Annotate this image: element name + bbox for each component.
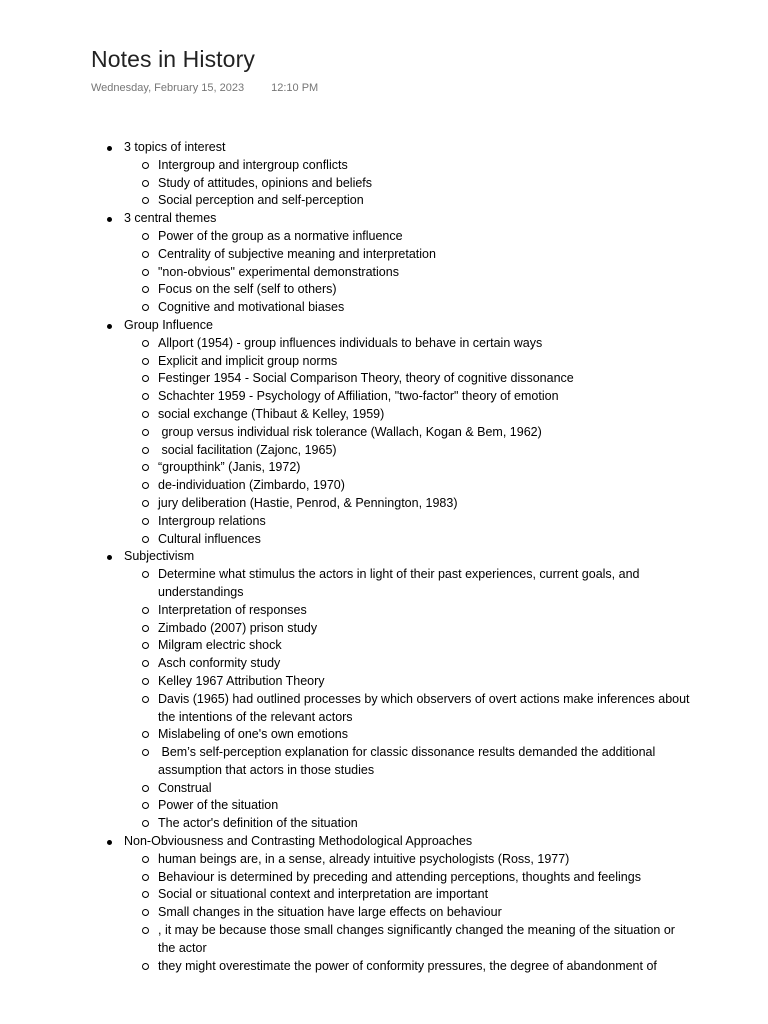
sub-item-text: Power of the group as a normative influence	[158, 228, 403, 243]
outline-item-label: 3 central themes	[124, 211, 217, 226]
hollow-bullet-icon	[142, 909, 149, 916]
sub-item-text: group versus individual risk tolerance (Wallach, Kogan & Bem, 1962)	[158, 424, 542, 439]
hollow-bullet-icon	[142, 625, 149, 632]
hollow-bullet-icon	[142, 820, 149, 827]
sub-item	[124, 869, 692, 887]
sub-item	[124, 851, 692, 869]
hollow-bullet-icon	[142, 607, 149, 614]
hollow-bullet-icon	[142, 536, 149, 543]
sub-item-text: “groupthink” (Janis, 1972)	[158, 460, 301, 475]
sub-item	[124, 388, 692, 406]
outline-item	[92, 139, 692, 210]
sub-list	[124, 566, 692, 833]
sub-item-text: Cultural influences	[158, 531, 261, 546]
hollow-bullet-icon	[142, 447, 149, 454]
sub-item-text: , it may be because those small changes significantly changed the meaning of the situation or the actor	[158, 923, 679, 955]
outline-item-label: 3 topics of interest	[124, 140, 226, 154]
bullet-icon	[107, 840, 112, 845]
sub-item-text: Mislabeling of one's own emotions	[158, 727, 348, 742]
hollow-bullet-icon	[142, 269, 149, 276]
sub-item-text: Explicit and implicit group norms	[158, 353, 338, 368]
sub-list	[124, 228, 692, 317]
sub-list	[124, 335, 692, 549]
sub-item	[124, 566, 692, 602]
sub-item	[124, 922, 692, 958]
sub-item-text: social facilitation (Zajonc, 1965)	[158, 442, 337, 457]
hollow-bullet-icon	[142, 874, 149, 881]
hollow-bullet-icon	[142, 411, 149, 418]
hollow-bullet-icon	[142, 642, 149, 649]
sub-item	[124, 691, 692, 727]
hollow-bullet-icon	[142, 802, 149, 809]
sub-item	[124, 459, 692, 477]
sub-item	[124, 157, 692, 175]
sub-item-text: Focus on the self (self to others)	[158, 282, 337, 297]
sub-item	[124, 815, 692, 833]
sub-item-text: Behaviour is determined by preceding and attending perceptions, thoughts and feelings	[158, 869, 641, 884]
sub-item	[124, 281, 692, 299]
outline-item	[92, 210, 692, 317]
sub-item-text: Social or situational context and interpretation are important	[158, 887, 489, 902]
hollow-bullet-icon	[142, 304, 149, 311]
sub-item-text: Intergroup relations	[158, 513, 266, 528]
bullet-icon	[107, 217, 112, 222]
sub-item	[124, 780, 692, 798]
note-metadata	[91, 82, 318, 94]
sub-list	[124, 157, 692, 210]
sub-item-text: Determine what stimulus the actors in light of their past experiences, current goals, and understandings	[158, 567, 643, 599]
sub-item-text: Bem’s self-perception explanation for classic dissonance results demanded the additional assumption that actors in those studies	[158, 745, 659, 777]
sub-item	[124, 744, 692, 780]
sub-item	[124, 673, 692, 691]
sub-item-text: "non-obvious" experimental demonstrations	[158, 264, 399, 279]
sub-item	[124, 655, 692, 673]
hollow-bullet-icon	[142, 375, 149, 382]
hollow-bullet-icon	[142, 571, 149, 578]
note-body[interactable]	[92, 139, 692, 975]
sub-item	[124, 228, 692, 246]
hollow-bullet-icon	[142, 785, 149, 792]
note-date: Wednesday, February 15, 2023	[91, 82, 245, 94]
sub-item	[124, 353, 692, 371]
sub-item-text: social exchange (Thibaut & Kelley, 1959)	[158, 406, 385, 421]
hollow-bullet-icon	[142, 197, 149, 204]
sub-item	[124, 335, 692, 353]
hollow-bullet-icon	[142, 856, 149, 863]
hollow-bullet-icon	[142, 731, 149, 738]
sub-item	[124, 726, 692, 744]
note-time: 12:10 PM	[271, 82, 319, 94]
bullet-icon	[107, 555, 112, 560]
hollow-bullet-icon	[142, 678, 149, 685]
hollow-bullet-icon	[142, 927, 149, 934]
bullet-icon	[107, 324, 112, 329]
hollow-bullet-icon	[142, 358, 149, 365]
sub-item-text: Davis (1965) had outlined processes by which observers of overt actions make inferences about the intentions of the relevant actors	[158, 691, 694, 724]
hollow-bullet-icon	[142, 429, 149, 436]
hollow-bullet-icon	[142, 696, 149, 703]
outline-item	[92, 833, 692, 975]
sub-item	[124, 886, 692, 904]
sub-item	[124, 192, 692, 210]
sub-item-text: Kelley 1967 Attribution Theory	[158, 673, 325, 688]
hollow-bullet-icon	[142, 286, 149, 293]
sub-item-text: Zimbado (2007) prison study	[158, 620, 318, 635]
sub-item-text: Milgram electric shock	[158, 638, 282, 653]
sub-item	[124, 175, 692, 193]
sub-item-text: Study of attitudes, opinions and beliefs	[158, 175, 373, 190]
hollow-bullet-icon	[142, 749, 149, 756]
sub-item-text: Power of the situation	[158, 798, 279, 813]
sub-item-text: Small changes in the situation have large effects on behaviour	[158, 905, 502, 920]
sub-item	[124, 495, 692, 513]
hollow-bullet-icon	[142, 963, 149, 970]
hollow-bullet-icon	[142, 162, 149, 169]
sub-item	[124, 797, 692, 815]
sub-item	[124, 477, 692, 495]
sub-item	[124, 442, 692, 460]
sub-item	[124, 299, 692, 317]
sub-item	[124, 513, 692, 531]
sub-item	[124, 406, 692, 424]
sub-item-text: Centrality of subjective meaning and interpretation	[158, 246, 436, 261]
sub-item	[124, 602, 692, 620]
sub-item	[124, 637, 692, 655]
sub-item-text: Cognitive and motivational biases	[158, 300, 345, 315]
hollow-bullet-icon	[142, 482, 149, 489]
outline-item-label: Non-Obviousness and Contrasting Methodological Approaches	[124, 834, 473, 849]
sub-item	[124, 246, 692, 264]
hollow-bullet-icon	[142, 393, 149, 400]
sub-item-text: The actor's definition of the situation	[158, 816, 358, 831]
hollow-bullet-icon	[142, 233, 149, 240]
sub-item-text: they might overestimate the power of conformity pressures, the degree of abandonment of	[158, 958, 657, 973]
sub-item-text: Intergroup and intergroup conflicts	[158, 157, 348, 172]
hollow-bullet-icon	[142, 500, 149, 507]
page-title: Notes in History	[91, 46, 255, 72]
hollow-bullet-icon	[142, 180, 149, 187]
sub-item	[124, 620, 692, 638]
sub-item-text: Festinger 1954 - Social Comparison Theory, theory of cognitive dissonance	[158, 371, 574, 386]
sub-list	[124, 851, 692, 976]
sub-item-text: de-individuation (Zimbardo, 1970)	[158, 478, 345, 493]
sub-item-text: Allport (1954) - group influences individuals to behave in certain ways	[158, 335, 543, 350]
sub-item	[124, 370, 692, 388]
sub-item	[124, 531, 692, 549]
sub-item	[124, 424, 692, 442]
sub-item-text: human beings are, in a sense, already intuitive psychologists (Ross, 1977)	[158, 851, 570, 866]
outline-list	[92, 139, 692, 975]
outline-item-label: Group Influence	[124, 317, 213, 332]
hollow-bullet-icon	[142, 891, 149, 898]
sub-item-text: Construal	[158, 780, 212, 795]
sub-item-text: Asch conformity study	[158, 656, 281, 671]
bullet-icon	[107, 146, 112, 151]
sub-item	[124, 958, 692, 976]
hollow-bullet-icon	[142, 518, 149, 525]
hollow-bullet-icon	[142, 660, 149, 667]
sub-item	[124, 264, 692, 282]
outline-item	[92, 548, 692, 833]
sub-item	[124, 904, 692, 922]
sub-item-text: jury deliberation (Hastie, Penrod, & Pennington, 1983)	[158, 495, 458, 510]
outline-item-label: Subjectivism	[124, 549, 195, 564]
sub-item-text: Interpretation of responses	[158, 602, 307, 617]
sub-item-text: Social perception and self-perception	[158, 193, 364, 208]
outline-item	[92, 317, 692, 548]
hollow-bullet-icon	[142, 464, 149, 471]
hollow-bullet-icon	[142, 251, 149, 258]
hollow-bullet-icon	[142, 340, 149, 347]
sub-item-text: Schachter 1959 - Psychology of Affiliation, "two-factor" theory of emotion	[158, 389, 559, 404]
